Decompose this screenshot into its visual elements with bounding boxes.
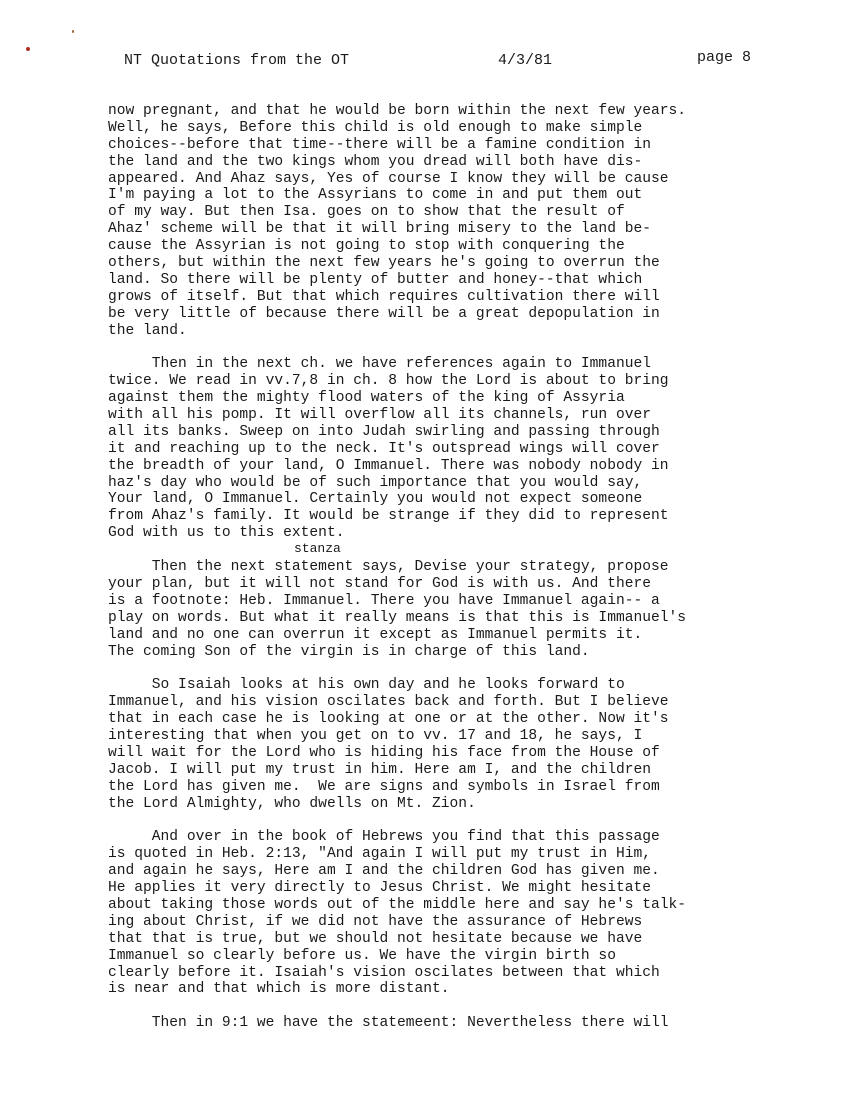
- text-line: of my way. But then Isa. goes on to show that the result of: [108, 204, 625, 221]
- text-line: is quoted in Heb. 2:13, "And again I will put my trust in Him,: [108, 846, 651, 863]
- text-line: play on words. But what it really means is that this is Immanuel's: [108, 609, 687, 626]
- text-line: Then in the next ch. we have references again to Immanuel: [108, 356, 651, 373]
- paragraph-gap: [108, 813, 808, 830]
- text-line: it and reaching up to the neck. It's outspread wings will cover: [108, 440, 660, 457]
- text-line: So Isaiah looks at his own day and he looks forward to: [108, 677, 625, 694]
- text-line: the land and the two kings whom you dread will both have dis-: [108, 153, 643, 170]
- header-title: NT Quotations from the OT: [124, 52, 350, 69]
- text-line: land and no one can overrun it except as Immanuel permits it.: [108, 626, 643, 643]
- paragraph-gap: [108, 339, 808, 356]
- text-line: Immanuel, and his vision oscilates back and forth. But I believe: [108, 694, 669, 711]
- text-line: grows of itself. But that which requires cultivation there will: [108, 288, 660, 305]
- text-line: And over in the book of Hebrews you find that this passage: [108, 829, 660, 846]
- text-line: the Lord Almighty, who dwells on Mt. Zion.: [108, 795, 476, 812]
- text-line: Immanuel so clearly before us. We have the virgin birth so: [108, 947, 616, 964]
- text-line: will wait for the Lord who is hiding his face from the House of: [108, 744, 660, 761]
- text-line: choices--before that time--there will be a famine condition in: [108, 136, 651, 153]
- text-line: the Lord has given me. We are signs and symbols in Israel from: [108, 778, 660, 795]
- text-line: clearly before it. Isaiah's vision oscilates between that which: [108, 964, 660, 981]
- text-line: haz's day who would be of such importance that you would say,: [108, 474, 643, 491]
- text-line: your plan, but it will not stand for God is with us. And there: [108, 576, 651, 593]
- text-line: appeared. And Ahaz says, Yes of course I know they will be cause: [108, 170, 669, 187]
- text-line: about taking those words out of the middle here and say he's talk-: [108, 896, 687, 913]
- text-line: with all his pomp. It will overflow all its channels, run over: [108, 407, 651, 424]
- paragraph: [108, 677, 808, 812]
- paragraph-gap: [108, 998, 808, 1015]
- text-line: interesting that when you get on to vv. 17 and 18, he says, I: [108, 728, 643, 745]
- paragraph: [108, 103, 808, 339]
- text-line: that that is true, but we should not hesitate because we have: [108, 930, 643, 947]
- paragraph: [108, 559, 808, 660]
- text-line: and again he says, Here am I and the children God has given me.: [108, 863, 660, 880]
- text-line: all its banks. Sweep on into Judah swirling and passing through: [108, 423, 660, 440]
- text-line: against them the mighty flood waters of the king of Assyria: [108, 390, 625, 407]
- text-line: the land.: [108, 322, 187, 339]
- text-line: Jacob. I will put my trust in him. Here am I, and the children: [108, 761, 651, 778]
- ink-speck: [26, 47, 30, 51]
- paragraph: [108, 829, 808, 998]
- paragraph-gap: [108, 661, 808, 678]
- header-page-number: page 8: [697, 49, 752, 66]
- text-line: I'm paying a lot to the Assyrians to come in and put them out: [108, 187, 643, 204]
- text-line: be very little of because there will be a great depopulation in: [108, 305, 660, 322]
- text-line: Then the next statement says, Devise your strategy, propose: [108, 559, 669, 576]
- text-line: land. So there will be plenty of butter and honey--that which: [108, 271, 643, 288]
- text-line: cause the Assyrian is not going to stop with conquering the: [108, 238, 625, 255]
- text-line: God with us to this extent.: [108, 525, 345, 542]
- text-line: The coming Son of the virgin is in charge of this land.: [108, 643, 590, 660]
- text-line: that in each case he is looking at one or at the other. Now it's: [108, 711, 669, 728]
- paragraph: [108, 1015, 808, 1032]
- text-line: is near and that which is more distant.: [108, 981, 450, 998]
- ink-speck: [72, 30, 74, 33]
- text-line: the breadth of your land, O Immanuel. There was nobody nobody in: [108, 457, 669, 474]
- text-line: from Ahaz's family. It would be strange if they did to represent: [108, 508, 669, 525]
- text-line: Well, he says, Before this child is old enough to make simple: [108, 119, 643, 136]
- text-line: Then in 9:1 we have the statemeent: Nevertheless there will: [108, 1015, 669, 1032]
- paragraph: [108, 356, 808, 542]
- text-line: twice. We read in vv.7,8 in ch. 8 how the Lord is about to bring: [108, 373, 669, 390]
- text-line: Ahaz' scheme will be that it will bring misery to the land be-: [108, 221, 651, 238]
- text-line: ing about Christ, if we did not have the assurance of Hebrews: [108, 913, 643, 930]
- header-date: 4/3/81: [498, 52, 553, 69]
- text-line: now pregnant, and that he would be born within the next few years.: [108, 103, 687, 119]
- text-line: Your land, O Immanuel. Certainly you would not expect someone: [108, 491, 643, 508]
- text-line: He applies it very directly to Jesus Christ. We might hesitate: [108, 880, 651, 897]
- handwritten-insert: stanza: [294, 541, 341, 557]
- text-line: is a footnote: Heb. Immanuel. There you have Immanuel again-- a: [108, 592, 660, 609]
- body-text: [108, 103, 808, 1032]
- text-line: others, but within the next few years he's going to overrun the: [108, 255, 660, 272]
